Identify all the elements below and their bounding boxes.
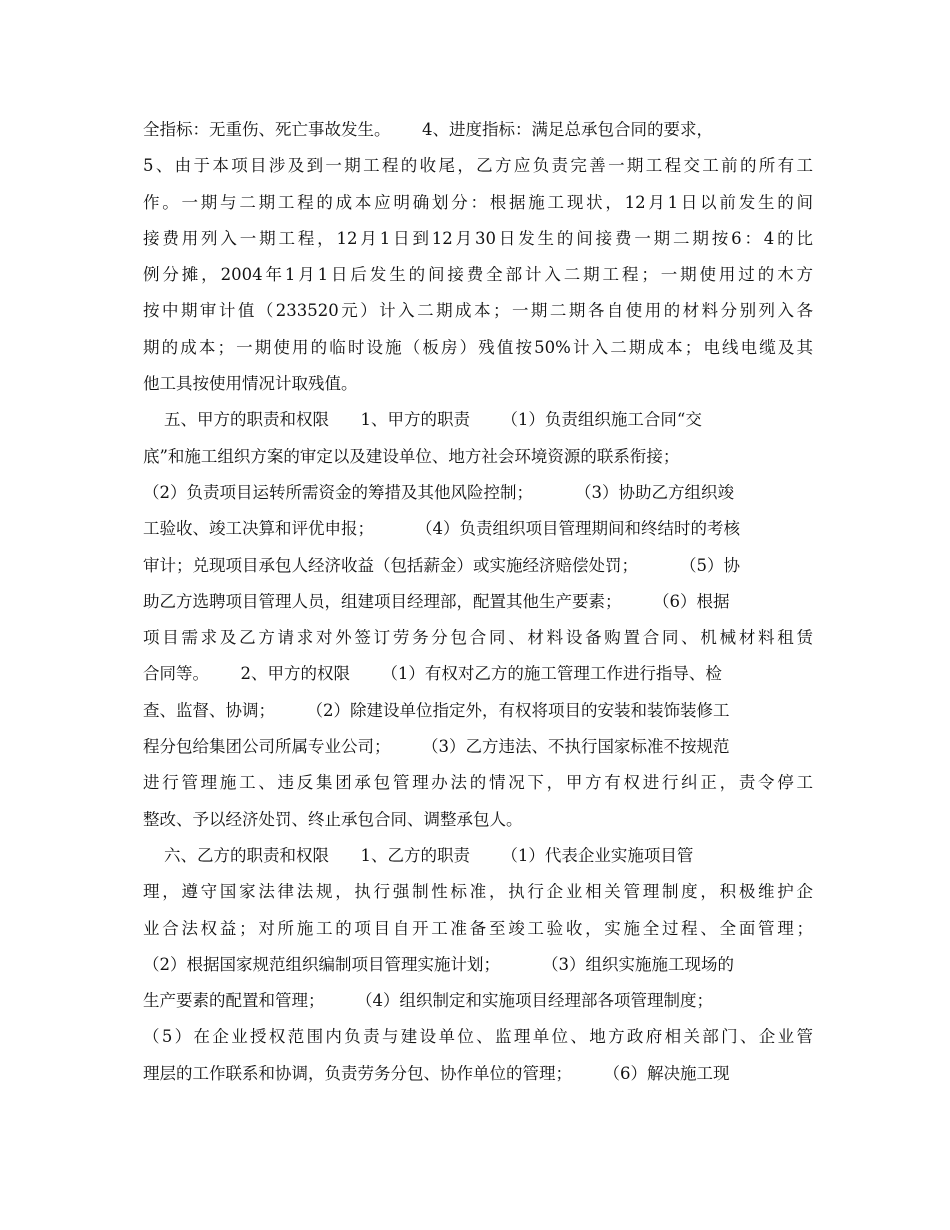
text-line: 5、由于本项目涉及到一期工程的收尾，乙方应负责完善一期工程交工前的所有工 bbox=[143, 156, 813, 176]
text-line: （5）在企业授权范围内负责与建设单位、监理单位、地方政府相关部门、企业管 bbox=[143, 1027, 813, 1047]
text-line: 期的成本；一期使用的临时设施（板房）残值按50%计入二期成本；电线电缆及其 bbox=[143, 337, 813, 357]
text-line: 业合法权益；对所施工的项目自开工准备至竣工验收，实施全过程、全面管理； bbox=[143, 918, 813, 938]
text-line: （2）根据国家规范组织编制项目管理实施计划； （3）组织实施施工现场的 bbox=[143, 954, 734, 974]
text-line: 例分摊，2004年1月1日后发生的间接费全部计入二期工程；一期使用过的木方 bbox=[143, 265, 813, 285]
text-line: 接费用列入一期工程，12月1日到12月30日发生的间接费一期二期按6：4的比 bbox=[143, 228, 813, 248]
text-line: 理，遵守国家法律法规，执行强制性标准，执行企业相关管理制度，积极维护企 bbox=[143, 882, 813, 902]
text-line: 理层的工作联系和协调，负责劳务分包、协作单位的管理； （6）解决施工现 bbox=[143, 1063, 730, 1083]
text-line: 全指标：无重伤、死亡事故发生。 4、进度指标：满足总承包合同的要求， bbox=[143, 120, 713, 139]
text-line: 他工具按使用情况计取残值。 bbox=[143, 374, 358, 394]
text-line: 工验收、竣工决算和评优申报； （4）负责组织项目管理期间和终结时的考核 bbox=[143, 519, 740, 539]
text-line: 五、甲方的职责和权限 1、甲方的职责 （1）负责组织施工合同“交 bbox=[143, 410, 702, 430]
text-line: 整改、予以经济处罚、终止承包合同、调整承包人。 bbox=[143, 809, 523, 829]
text-line: 助乙方选聘项目管理人员，组建项目经理部，配置其他生产要素； （6）根据 bbox=[143, 591, 730, 611]
text-line: 生产要素的配置和管理； （4）组织制定和实施项目经理部各项管理制度； bbox=[143, 991, 713, 1011]
text-line: 程分包给集团公司所属专业公司； （3）乙方违法、不执行国家标准不按规范 bbox=[143, 737, 730, 757]
text-line: 底”和施工组织方案的审定以及建设单位、地方社会环境资源的联系衔接； bbox=[143, 446, 680, 466]
text-line: 按中期审计值（233520元）计入二期成本；一期二期各自使用的材料分别列入各 bbox=[143, 301, 813, 321]
text-line: 作。一期与二期工程的成本应明确划分：根据施工现状，12月1日以前发生的间 bbox=[143, 192, 813, 212]
document-body bbox=[143, 112, 813, 1092]
text-line: 合同等。 2、甲方的权限 （1）有权对乙方的施工管理工作进行指导、检 bbox=[143, 664, 722, 684]
text-line: 项目需求及乙方请求对外签订劳务分包合同、材料设备购置合同、机械材料租赁 bbox=[143, 628, 813, 648]
text-line: （2）负责项目运转所需资金的筹措及其他风险控制； （3）协助乙方组织竣 bbox=[143, 482, 734, 502]
text-line: 查、监督、协调； （2）除建设单位指定外，有权将项目的安装和装饰装修工 bbox=[143, 700, 730, 720]
text-line: 六、乙方的职责和权限 1、乙方的职责 （1）代表企业实施项目管 bbox=[143, 845, 694, 865]
text-line: 进行管理施工、违反集团承包管理办法的情况下，甲方有权进行纠正，责令停工 bbox=[143, 773, 813, 793]
text-line: 审计；兑现项目承包人经济收益（包括薪金）或实施经济赔偿处罚； （5）协 bbox=[143, 555, 740, 575]
